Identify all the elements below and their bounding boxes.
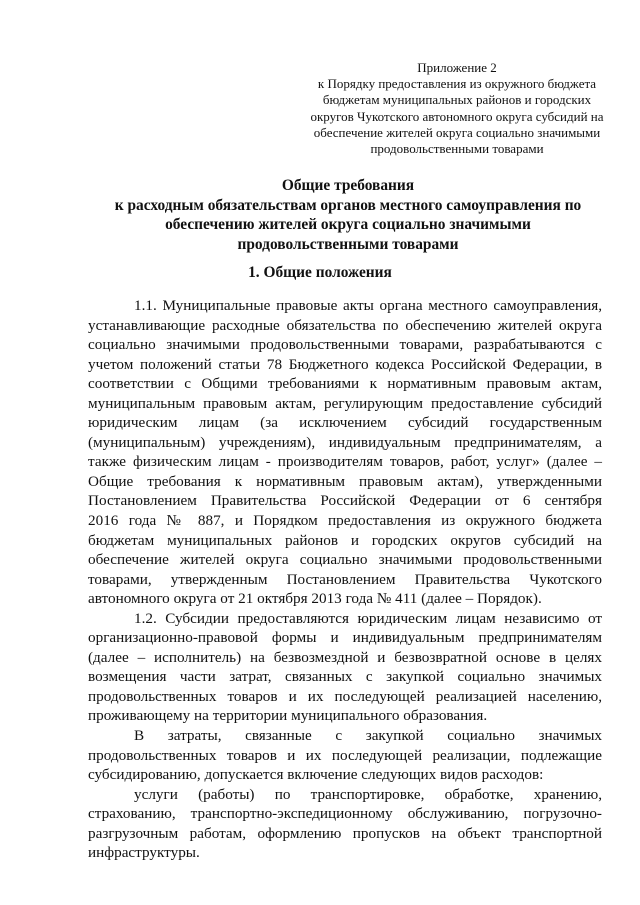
title-line: к расходным обязательствам органов местного самоуправления по <box>114 196 582 214</box>
paragraph-line: 2016 года № 887, и Порядком предоставления из окружного бюджета <box>88 512 602 530</box>
paragraph-line: субсидированию, допускается включение следующих видов расходов: <box>88 766 544 784</box>
paragraph-line: 1.1. Муниципальные правовые акты органа местного самоуправления, <box>134 297 602 314</box>
appendix-text-line: округов Чукотского автономного округа субсидий на <box>310 108 604 124</box>
paragraph-line: организационно-правовой формы и индивидуальным предпринимателям <box>88 629 602 647</box>
title-line: Общие требования <box>281 177 415 194</box>
title-line: продовольственными товарами <box>237 235 459 253</box>
paragraph-line: Общие требования к нормативным правовым актам), утвержденными <box>88 472 602 490</box>
paragraph-line: возмещения части затрат, связанных с закупкой социально значимых <box>88 668 602 686</box>
paragraph-line: В затраты, связанные с закупкой социально значимых <box>134 727 602 745</box>
paragraph-line: (муниципальным) учреждениям), индивидуальным предпринимателям, а <box>88 433 602 451</box>
appendix-text-line: бюджетам муниципальных районов и городских <box>322 92 592 108</box>
paragraph-line: Постановлением Правительства Российской Федерации от 6 сентября <box>88 492 602 510</box>
title-line: обеспечению жителей округа социально значимыми <box>165 216 531 233</box>
paragraph-line: 1.2. Субсидии предоставляются юридическим лицам независимо от <box>134 609 602 627</box>
paragraph-line: социально значимыми продовольственными товарами, разрабатываются с <box>88 336 602 354</box>
paragraph-line: продовольственных товаров и их последующей реализации, подлежащие <box>88 746 602 764</box>
paragraph-line: учетом положений статьи 78 Бюджетного кодекса Российской Федерации, в <box>88 355 602 373</box>
paragraph-line: инфраструктуры. <box>88 844 200 862</box>
section-heading: 1. Общие положения <box>248 264 392 281</box>
document-title <box>88 176 608 254</box>
appendix-text-line: продовольственными товарами <box>370 141 544 157</box>
paragraph-line: соответствии с Общими требованиями к нормативным правовым актам, <box>88 375 602 393</box>
paragraph-line: услуги (работы) по транспортировке, обработке, хранению, <box>134 785 602 803</box>
paragraph-line: продовольственных товаров и их последующей реализацией населению, <box>88 687 602 705</box>
paragraph-line: (далее – исполнитель) на безвозмездной и безвозвратной основе в целях <box>88 648 602 666</box>
paragraph-line: разгрузочным работам, оформлению пропусков на объект транспортной <box>88 824 602 842</box>
paragraph-line: также физическим лицам - производителям товаров, работ, услуг» (далее – <box>88 453 602 471</box>
paragraph-line: устанавливающие расходные обязательства по обеспечению жителей округа <box>88 316 602 334</box>
paragraph-line: бюджетам муниципальных районов и городских округов субсидий на <box>88 531 602 549</box>
paragraph-line: страхованию, транспортно-экспедиционному обслуживанию, погрузочно- <box>88 805 602 823</box>
appendix-text-line: к Порядку предоставления из окружного бюджета <box>317 76 597 92</box>
paragraph-line: автономного округа от 21 октября 2013 года № 411 (далее – Порядок). <box>88 590 542 608</box>
appendix-header <box>292 60 622 157</box>
paragraph-line: обеспечение жителей округа социально значимыми продовольственными <box>88 551 602 569</box>
appendix-text-line: обеспечение жителей округа социально значимыми <box>313 124 601 140</box>
paragraph-line: юридическим лицам (за исключением субсидий государственным <box>88 414 602 432</box>
paragraph-line: товарами, утвержденным Постановлением Правительства Чукотского <box>88 570 602 588</box>
appendix-number: Приложение 2 <box>417 60 497 75</box>
body-text <box>88 296 602 863</box>
paragraph-line: муниципальным правовым актам, регулирующим предоставление субсидий <box>88 394 602 412</box>
paragraph-line: проживающему на территории муниципального образования. <box>88 707 488 725</box>
